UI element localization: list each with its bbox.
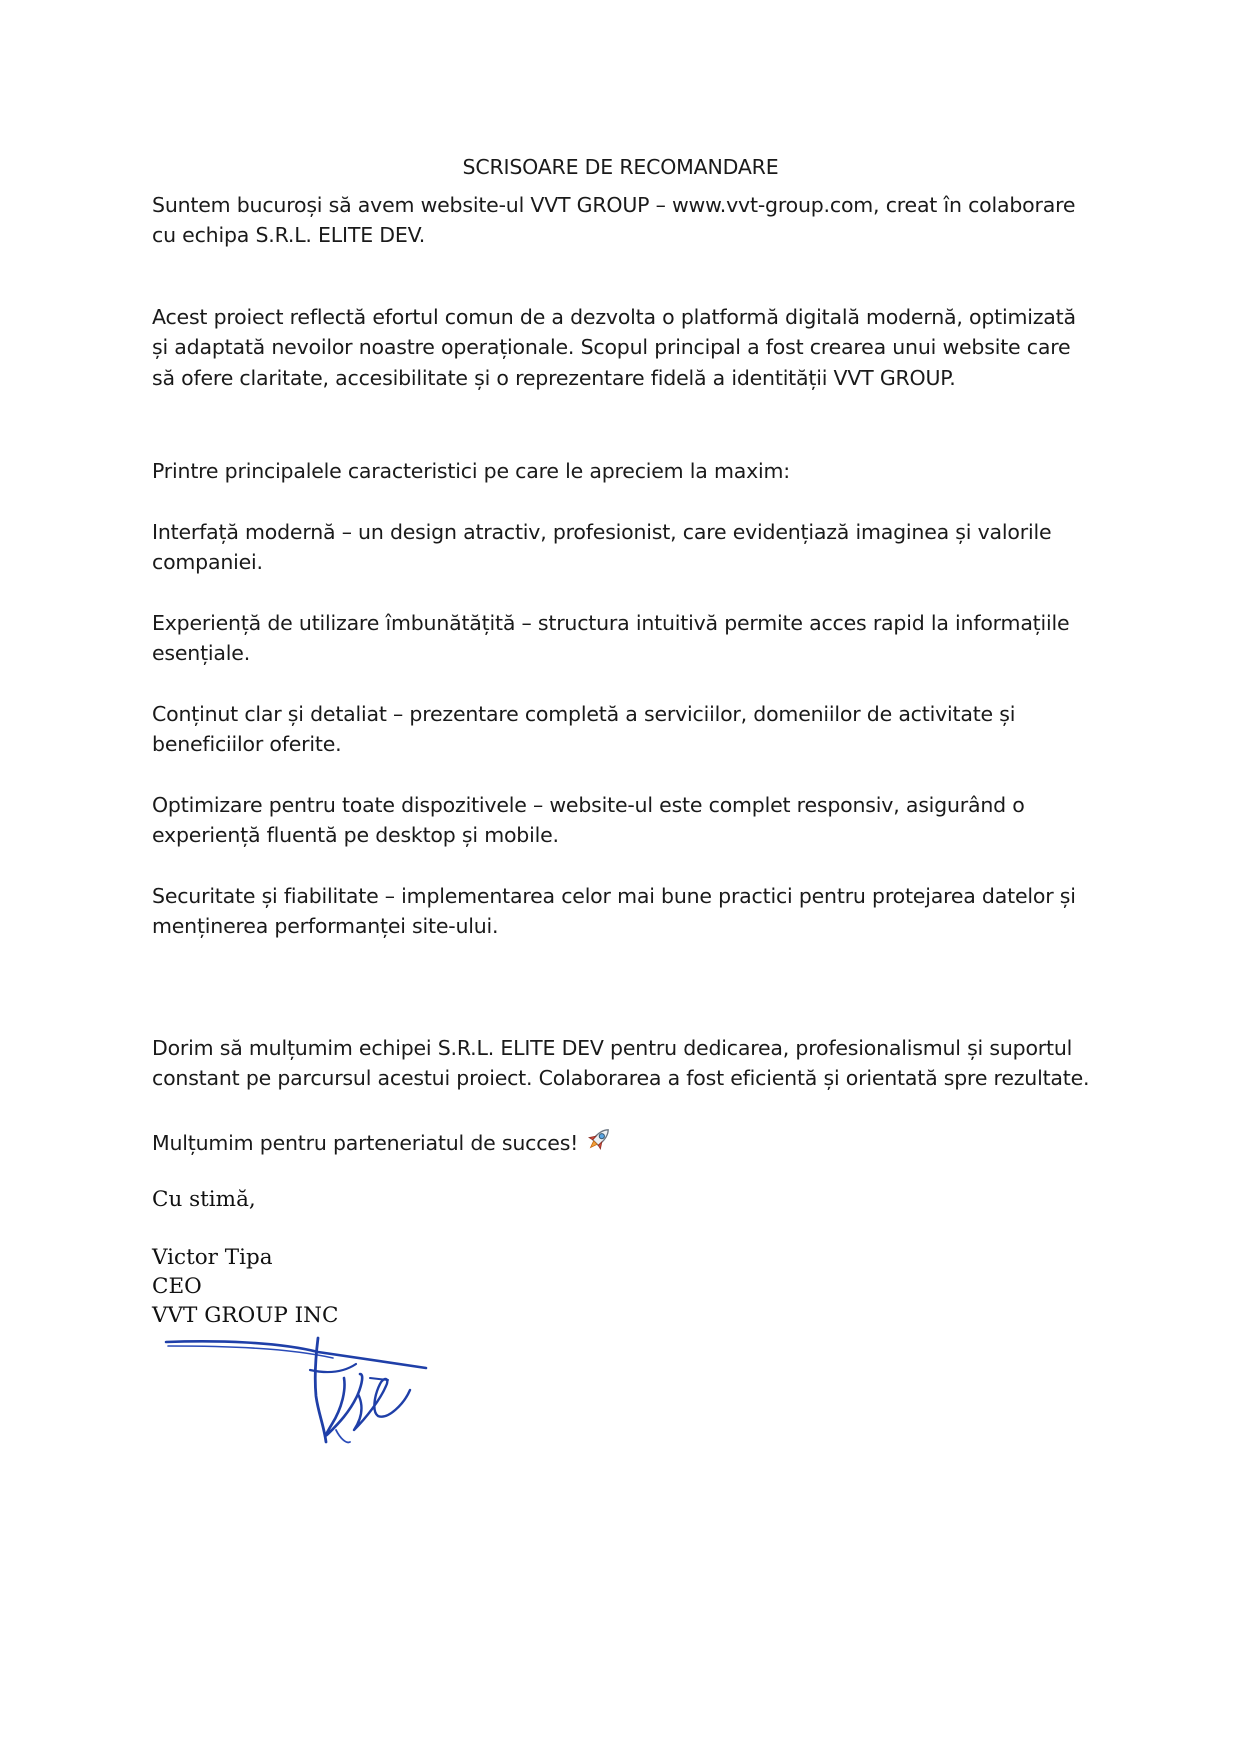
signer-block bbox=[152, 1243, 338, 1331]
thanks-line: constant pe parcursul acestui proiect. Colaborarea a fost eficientă și orientată spre rezultate. bbox=[152, 1066, 1090, 1091]
feature-line: esențiale. bbox=[152, 641, 251, 666]
feature-line: companiei. bbox=[152, 550, 263, 575]
closing-thanks-text: Mulțumim pentru parteneriatul de succes! bbox=[152, 1131, 579, 1155]
signer-company: VVT GROUP INC bbox=[152, 1303, 339, 1329]
project-line: și adaptată nevoilor noastre operaționale. Scopul principal a fost crearea unui website care bbox=[152, 335, 1071, 360]
handwritten-signature bbox=[158, 1334, 438, 1454]
feature-line: Experiență de utilizare îmbunătățită – structura intuitivă permite acces rapid la informațiile bbox=[152, 611, 1070, 635]
feature-line: experiență fluentă pe desktop și mobile. bbox=[152, 823, 559, 848]
signer-role: CEO bbox=[152, 1274, 202, 1300]
thanks-paragraph bbox=[152, 1033, 1102, 1094]
feature-item-interface bbox=[152, 517, 1102, 578]
closing-thanks bbox=[152, 1124, 1102, 1158]
project-line: Acest proiect reflectă efortul comun de a dezvolta o platformă digitală modernă, optimizată bbox=[152, 305, 1076, 329]
feature-item-experience bbox=[152, 608, 1102, 669]
signer-name: Victor Tipa bbox=[152, 1245, 273, 1270]
features-intro bbox=[152, 456, 1102, 486]
letter-title: SCRISOARE DE RECOMANDARE bbox=[462, 155, 779, 179]
intro-line: Suntem bucuroși să avem website-ul VVT GROUP – www.vvt-group.com, creat în colaborare bbox=[152, 193, 1076, 217]
regards-text: Cu stimă, bbox=[152, 1187, 256, 1212]
feature-item-optimization bbox=[152, 790, 1102, 851]
feature-line: Optimizare pentru toate dispozitivele – website-ul este complet responsiv, asigurând o bbox=[152, 793, 1025, 817]
project-line: să ofere claritate, accesibilitate și o reprezentare fidelă a identității VVT GROUP. bbox=[152, 365, 956, 390]
thanks-line: Dorim să mulțumim echipei S.R.L. ELITE DEV pentru dedicarea, profesionalismul și suportul bbox=[152, 1036, 1073, 1060]
intro-line: cu echipa S.R.L. ELITE DEV. bbox=[152, 223, 426, 248]
feature-line: beneficiilor oferite. bbox=[152, 732, 342, 757]
feature-line: Interfață modernă – un design atractiv, profesionist, care evidențiază imaginea și valorile bbox=[152, 520, 1052, 544]
feature-line: menținerea performanței site-ului. bbox=[152, 914, 499, 939]
features-intro-text: Printre principalele caracteristici pe care le apreciem la maxim: bbox=[152, 459, 790, 483]
feature-line: Securitate și fiabilitate – implementarea celor mai bune practici pentru protejarea datelor și bbox=[152, 884, 1076, 908]
feature-item-content bbox=[152, 699, 1102, 760]
rocket-icon bbox=[584, 1124, 614, 1154]
intro-paragraph bbox=[152, 190, 1102, 251]
project-paragraph bbox=[152, 302, 1102, 393]
feature-item-security bbox=[152, 881, 1102, 942]
feature-line: Conținut clar și detaliat – prezentare completă a serviciilor, domeniilor de activitate și bbox=[152, 702, 1016, 726]
